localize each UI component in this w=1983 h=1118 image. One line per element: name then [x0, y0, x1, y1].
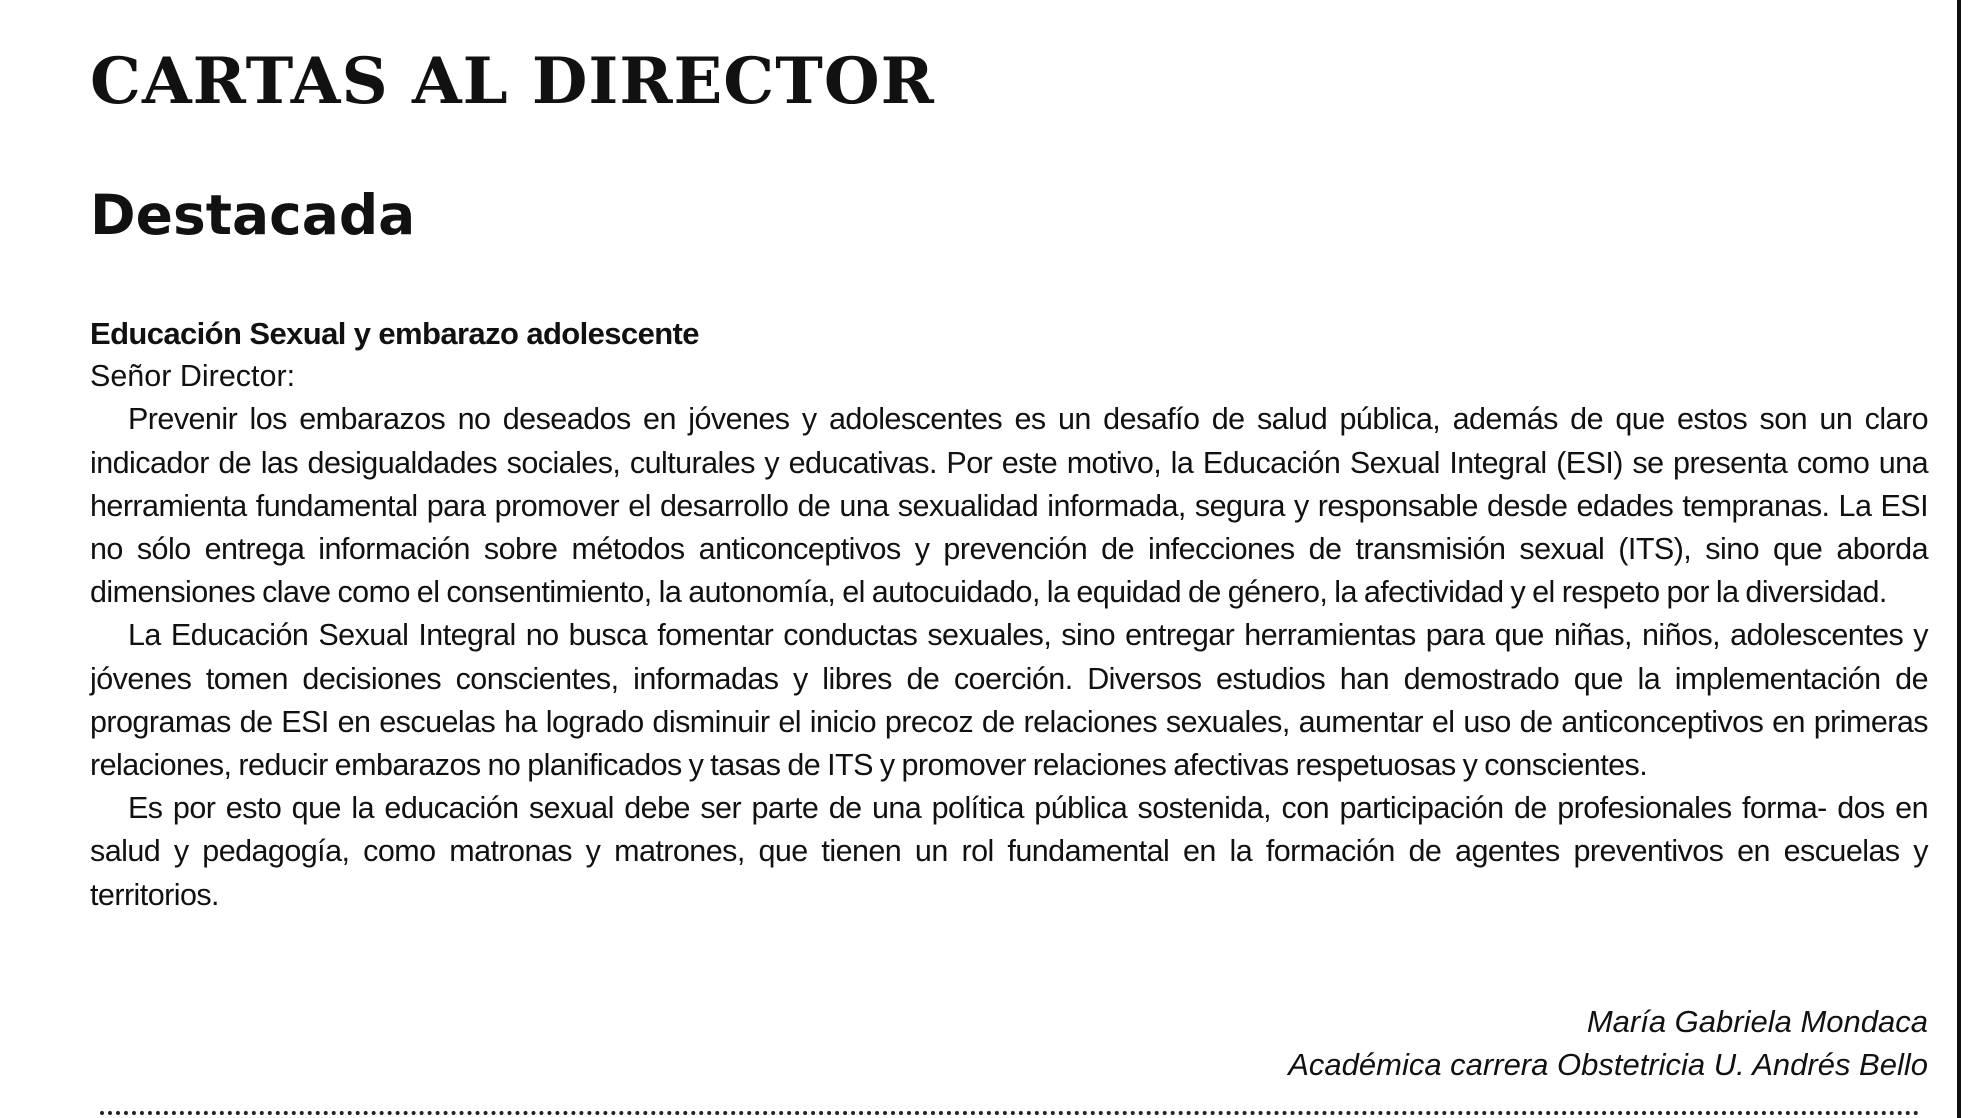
letter-article [90, 312, 1928, 917]
letter-paragraph: La Educación Sexual Integral no busca fomentar conductas sexuales, sino entregar herramientas para que niñas, niños, adolescentes y jóvenes tomen decisiones conscientes, informadas y libres de coerción. Diversos estudios han demostrado que la implementación de programas de ESI en escuelas ha logrado disminuir el inicio precoz de relaciones sexuales, aumentar el uso de anticonceptivos en primeras relaciones, reducir embarazos no planificados y tasas de ITS y promover relaciones afectivas respetuosas y conscientes. [90, 618, 1928, 783]
letter-salutation: Señor Director: [90, 359, 296, 394]
letter-paragraph: Prevenir los embarazos no deseados en jóvenes y adolescentes es un desafío de salud pública, además de que estos son un claro indicador de las desigualdades sociales, culturales y educativas. Por este motivo, la Educación Sexual Integral (ESI) se presenta como una herramienta fundamental para promover el desarrollo de una sexualidad informada, segura y responsable desde edades tempranas. La ESI no sólo entrega información sobre métodos anticonceptivos y prevención de infecciones de transmisión sexual (ITS), sino que aborda dimensiones clave como el consentimiento, la autonomía, el autocuidado, la equidad de género, la afectividad y el respeto por la diversidad. [90, 402, 1928, 610]
subsection-title: Destacada [90, 183, 416, 247]
signature-name: María Gabriela Mondaca [1586, 1004, 1928, 1039]
section-title: CARTAS AL DIRECTOR [90, 44, 935, 119]
dotted-divider [100, 1111, 1920, 1115]
column-divider [1957, 0, 1961, 1118]
letter-signature [1288, 1000, 1928, 1086]
signature-role: Académica carrera Obstetricia U. Andrés Bello [1288, 1047, 1928, 1082]
letter-headline: Educación Sexual y embarazo adolescente [90, 316, 699, 351]
letter-paragraph: Es por esto que la educación sexual debe ser parte de una política pública sostenida, con participación de profesionales forma- dos en salud y pedagogía, como matronas y matrones, que tienen un rol fundamental en la formación de agentes preventivos en escuelas y territorios. [90, 791, 1928, 912]
